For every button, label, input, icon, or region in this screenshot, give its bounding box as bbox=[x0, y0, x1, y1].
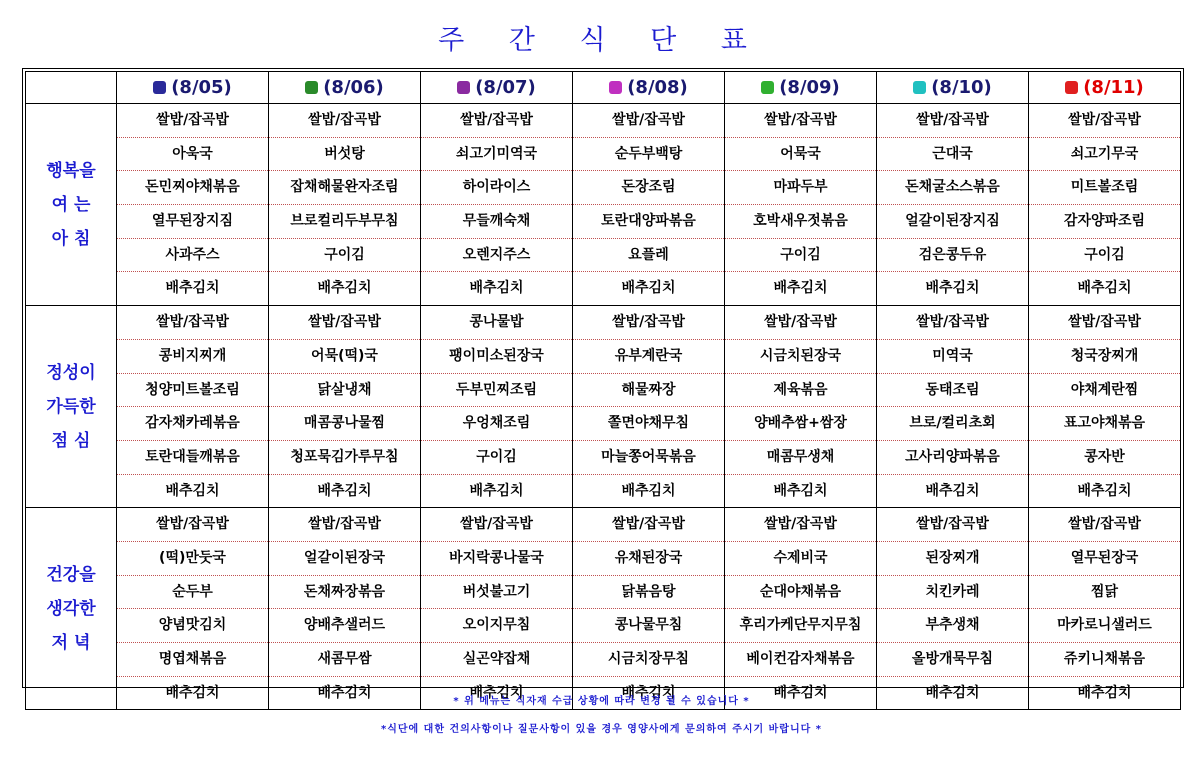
menu-cell bbox=[573, 306, 725, 508]
menu-item: 배추김치 bbox=[925, 482, 980, 499]
menu-item: 제육볶음 bbox=[725, 374, 876, 408]
menu-item: 하이라이스 bbox=[421, 171, 572, 205]
menu-cell bbox=[1029, 508, 1181, 710]
menu-list bbox=[269, 104, 420, 305]
menu-list bbox=[269, 306, 420, 507]
menu-item: 청국장찌개 bbox=[1029, 340, 1180, 374]
menu-item: 배추김치 bbox=[925, 684, 980, 701]
menu-cell bbox=[877, 508, 1029, 710]
meal-row bbox=[26, 508, 1181, 710]
menu-item: 어묵국 bbox=[725, 138, 876, 172]
meal-label-line: 정성이 bbox=[46, 362, 96, 383]
menu-item: 무들깨숙채 bbox=[421, 205, 572, 239]
calendar-icon bbox=[305, 81, 318, 94]
menu-item: 수제비국 bbox=[725, 542, 876, 576]
menu-item: 감자양파조림 bbox=[1029, 205, 1180, 239]
menu-item: 오렌지주스 bbox=[421, 239, 572, 273]
menu-item: 순두부 bbox=[117, 576, 268, 610]
meal-label-line: 가득한 bbox=[46, 396, 96, 417]
meal-label bbox=[26, 508, 117, 710]
menu-item: 토란대들깨볶음 bbox=[117, 441, 268, 475]
menu-item: 배추김치 bbox=[469, 482, 524, 499]
header-row bbox=[26, 72, 1181, 104]
menu-item: 새콤무쌈 bbox=[269, 643, 420, 677]
calendar-icon bbox=[1065, 81, 1078, 94]
menu-item: 닭살냉채 bbox=[269, 374, 420, 408]
menu-list bbox=[269, 508, 420, 709]
menu-item: 베이컨감자채볶음 bbox=[725, 643, 876, 677]
menu-item: 쌀밥/잡곡밥 bbox=[573, 306, 724, 340]
menu-list bbox=[725, 306, 876, 507]
meal-label-line: 저 녁 bbox=[51, 632, 91, 653]
meal-label-line: 아 침 bbox=[51, 228, 91, 249]
page-title: 주 간 식 단 표 bbox=[438, 25, 765, 56]
menu-list bbox=[573, 508, 724, 709]
menu-item: 배추김치 bbox=[165, 482, 220, 499]
menu-cell bbox=[117, 306, 269, 508]
menu-item: 토란대양파볶음 bbox=[573, 205, 724, 239]
menu-item: 두부민찌조림 bbox=[421, 374, 572, 408]
menu-item: 쌀밥/잡곡밥 bbox=[725, 508, 876, 542]
menu-item: 쌀밥/잡곡밥 bbox=[269, 508, 420, 542]
menu-item: 구이김 bbox=[725, 239, 876, 273]
weekly-menu-table bbox=[25, 71, 1181, 710]
menu-item: 사과주스 bbox=[117, 239, 268, 273]
menu-item: 치킨카레 bbox=[877, 576, 1028, 610]
menu-item: 쌀밥/잡곡밥 bbox=[573, 508, 724, 542]
menu-item: 동태조림 bbox=[877, 374, 1028, 408]
meal-row bbox=[26, 104, 1181, 306]
calendar-icon bbox=[609, 81, 622, 94]
day-header: (8/07) bbox=[421, 72, 573, 104]
menu-item: 열무된장국 bbox=[1029, 542, 1180, 576]
menu-item: 쌀밥/잡곡밥 bbox=[725, 104, 876, 138]
menu-list bbox=[1029, 306, 1180, 507]
menu-item: 얼갈이된장지짐 bbox=[877, 205, 1028, 239]
menu-item: (떡)만둣국 bbox=[117, 542, 268, 576]
menu-cell bbox=[421, 104, 573, 306]
menu-item: 쇠고기미역국 bbox=[421, 138, 572, 172]
menu-item: 구이김 bbox=[269, 239, 420, 273]
menu-item: 쌀밥/잡곡밥 bbox=[269, 104, 420, 138]
menu-item: 배추김치 bbox=[621, 280, 676, 297]
menu-list bbox=[725, 104, 876, 305]
day-header: (8/05) bbox=[117, 72, 269, 104]
menu-item: 닭볶음탕 bbox=[573, 576, 724, 610]
menu-item: 쇠고기무국 bbox=[1029, 138, 1180, 172]
menu-item: 쌀밥/잡곡밥 bbox=[573, 104, 724, 138]
menu-item: 올방개묵무침 bbox=[877, 643, 1028, 677]
menu-item: 마파두부 bbox=[725, 171, 876, 205]
meal-label-line: 여 는 bbox=[51, 194, 91, 215]
calendar-icon bbox=[761, 81, 774, 94]
menu-item: 구이김 bbox=[421, 441, 572, 475]
menu-item: 배추김치 bbox=[317, 684, 372, 701]
menu-list bbox=[1029, 508, 1180, 709]
menu-list bbox=[421, 508, 572, 709]
meal-label-line: 생각한 bbox=[46, 598, 96, 619]
menu-item: 쌀밥/잡곡밥 bbox=[421, 104, 572, 138]
menu-item: 미역국 bbox=[877, 340, 1028, 374]
menu-item: 시금치된장국 bbox=[725, 340, 876, 374]
menu-item: 된장찌개 bbox=[877, 542, 1028, 576]
calendar-icon bbox=[913, 81, 926, 94]
menu-cell bbox=[1029, 104, 1181, 306]
calendar-icon bbox=[153, 81, 166, 94]
menu-item: 배추김치 bbox=[773, 482, 828, 499]
menu-item: 배추김치 bbox=[317, 280, 372, 297]
menu-item: 찜닭 bbox=[1029, 576, 1180, 610]
menu-list bbox=[117, 104, 268, 305]
menu-cell bbox=[421, 508, 573, 710]
menu-item: 쌀밥/잡곡밥 bbox=[1029, 104, 1180, 138]
meal-label bbox=[26, 104, 117, 306]
menu-item: 양념맛김치 bbox=[117, 609, 268, 643]
menu-item: 시금치장무침 bbox=[573, 643, 724, 677]
calendar-icon bbox=[457, 81, 470, 94]
menu-item: 돈채짜장볶음 bbox=[269, 576, 420, 610]
menu-item: 버섯불고기 bbox=[421, 576, 572, 610]
menu-item: 배추김치 bbox=[621, 684, 676, 701]
menu-cell bbox=[725, 306, 877, 508]
menu-item: 순두부백탕 bbox=[573, 138, 724, 172]
menu-item: 배추김치 bbox=[773, 280, 828, 297]
menu-cell bbox=[117, 508, 269, 710]
menu-item: 부추생채 bbox=[877, 609, 1028, 643]
menu-item: 쌀밥/잡곡밥 bbox=[117, 508, 268, 542]
menu-item: 쌀밥/잡곡밥 bbox=[725, 306, 876, 340]
menu-item: 잡채해물완자조림 bbox=[269, 171, 420, 205]
menu-item: 쌀밥/잡곡밥 bbox=[117, 306, 268, 340]
menu-item: 콩나물밥 bbox=[421, 306, 572, 340]
menu-item: 유부계란국 bbox=[573, 340, 724, 374]
menu-item: 쌀밥/잡곡밥 bbox=[877, 306, 1028, 340]
menu-item: 쌀밥/잡곡밥 bbox=[117, 104, 268, 138]
menu-item: 쌀밥/잡곡밥 bbox=[877, 104, 1028, 138]
menu-cell bbox=[877, 104, 1029, 306]
menu-item: 브로컬리두부무침 bbox=[269, 205, 420, 239]
menu-list bbox=[725, 508, 876, 709]
menu-list bbox=[1029, 104, 1180, 305]
day-header: (8/06) bbox=[269, 72, 421, 104]
menu-item: 배추김치 bbox=[925, 280, 980, 297]
menu-item: 청양미트볼조림 bbox=[117, 374, 268, 408]
menu-cell bbox=[725, 508, 877, 710]
menu-item: 배추김치 bbox=[1077, 482, 1132, 499]
menu-item: 콩비지찌개 bbox=[117, 340, 268, 374]
menu-item: 구이김 bbox=[1029, 239, 1180, 273]
menu-item: 배추김치 bbox=[469, 684, 524, 701]
day-header: (8/09) bbox=[725, 72, 877, 104]
menu-item: 마늘쫑어묵볶음 bbox=[573, 441, 724, 475]
day-header: (8/08) bbox=[573, 72, 725, 104]
menu-item: 순대야채볶음 bbox=[725, 576, 876, 610]
notice-contact: *식단에 대한 건의사항이나 질문사항이 있을 경우 영양사에게 문의하여 주시기 바랍니다 * bbox=[380, 724, 823, 735]
menu-item: 열무된장지짐 bbox=[117, 205, 268, 239]
menu-item: 명엽채볶음 bbox=[117, 643, 268, 677]
menu-cell bbox=[269, 508, 421, 710]
menu-cell bbox=[1029, 306, 1181, 508]
day-header: (8/11) bbox=[1029, 72, 1181, 104]
menu-item: 야채계란찜 bbox=[1029, 374, 1180, 408]
menu-item: 쫄면야채무침 bbox=[573, 407, 724, 441]
menu-item: 배추김치 bbox=[317, 482, 372, 499]
menu-cell bbox=[725, 104, 877, 306]
menu-item: 마카로니샐러드 bbox=[1029, 609, 1180, 643]
menu-cell bbox=[117, 104, 269, 306]
menu-item: 콩자반 bbox=[1029, 441, 1180, 475]
menu-item: 배추김치 bbox=[773, 684, 828, 701]
menu-item: 양배추쌈+쌈장 bbox=[725, 407, 876, 441]
menu-item: 오이지무침 bbox=[421, 609, 572, 643]
menu-item: 유채된장국 bbox=[573, 542, 724, 576]
menu-item: 돈채굴소스볶음 bbox=[877, 171, 1028, 205]
menu-item: 쌀밥/잡곡밥 bbox=[1029, 508, 1180, 542]
meal-label-line: 점 심 bbox=[51, 430, 91, 451]
menu-list bbox=[117, 508, 268, 709]
menu-list bbox=[421, 306, 572, 507]
menu-item: 쌀밥/잡곡밥 bbox=[269, 306, 420, 340]
menu-item: 청포묵김가루무침 bbox=[269, 441, 420, 475]
day-header: (8/10) bbox=[877, 72, 1029, 104]
menu-item: 어묵(떡)국 bbox=[269, 340, 420, 374]
meal-label bbox=[26, 306, 117, 508]
menu-item: 팽이미소된장국 bbox=[421, 340, 572, 374]
menu-item: 바지락콩나물국 bbox=[421, 542, 572, 576]
menu-item: 미트볼조림 bbox=[1029, 171, 1180, 205]
menu-item: 배추김치 bbox=[1077, 684, 1132, 701]
menu-item: 버섯탕 bbox=[269, 138, 420, 172]
menu-item: 브로/컬리초회 bbox=[877, 407, 1028, 441]
menu-item: 해물짜장 bbox=[573, 374, 724, 408]
menu-item: 고사리양파볶음 bbox=[877, 441, 1028, 475]
meal-label-line: 행복을 bbox=[46, 160, 96, 181]
menu-item: 얼갈이된장국 bbox=[269, 542, 420, 576]
menu-item: 쥬키니채볶음 bbox=[1029, 643, 1180, 677]
corner-cell bbox=[26, 72, 117, 104]
menu-item: 후리가케단무지무침 bbox=[725, 609, 876, 643]
menu-cell bbox=[877, 306, 1029, 508]
menu-list bbox=[573, 306, 724, 507]
menu-item: 쌀밥/잡곡밥 bbox=[421, 508, 572, 542]
menu-item: 쌀밥/잡곡밥 bbox=[877, 508, 1028, 542]
menu-item: 배추김치 bbox=[165, 280, 220, 297]
menu-item: 쌀밥/잡곡밥 bbox=[1029, 306, 1180, 340]
menu-item: 콩나물무침 bbox=[573, 609, 724, 643]
menu-item: 배추김치 bbox=[1077, 280, 1132, 297]
menu-list bbox=[877, 508, 1028, 709]
menu-item: 요플레 bbox=[573, 239, 724, 273]
menu-cell bbox=[573, 104, 725, 306]
menu-item: 우엉채조림 bbox=[421, 407, 572, 441]
menu-cell bbox=[421, 306, 573, 508]
menu-item: 검은콩두유 bbox=[877, 239, 1028, 273]
menu-item: 배추김치 bbox=[621, 482, 676, 499]
meal-row bbox=[26, 306, 1181, 508]
notice-change: * 위 메뉴는 식자재 수급 상황에 따라 변경 될 수 있습니다 * bbox=[453, 696, 750, 707]
menu-item: 돈장조림 bbox=[573, 171, 724, 205]
menu-item: 표고야채볶음 bbox=[1029, 407, 1180, 441]
menu-cell bbox=[269, 306, 421, 508]
menu-list bbox=[573, 104, 724, 305]
menu-cell bbox=[573, 508, 725, 710]
menu-list bbox=[877, 306, 1028, 507]
menu-item: 양배추샐러드 bbox=[269, 609, 420, 643]
meal-label-line: 건강을 bbox=[46, 564, 96, 585]
menu-item: 실곤약잡채 bbox=[421, 643, 572, 677]
menu-item: 배추김치 bbox=[165, 684, 220, 701]
menu-list bbox=[877, 104, 1028, 305]
menu-item: 근대국 bbox=[877, 138, 1028, 172]
menu-list bbox=[117, 306, 268, 507]
menu-item: 매콤콩나물찜 bbox=[269, 407, 420, 441]
menu-item: 배추김치 bbox=[469, 280, 524, 297]
menu-item: 아욱국 bbox=[117, 138, 268, 172]
menu-item: 매콤무생채 bbox=[725, 441, 876, 475]
menu-item: 호박새우젓볶음 bbox=[725, 205, 876, 239]
menu-item: 돈민찌야채볶음 bbox=[117, 171, 268, 205]
menu-cell bbox=[269, 104, 421, 306]
menu-list bbox=[421, 104, 572, 305]
menu-item: 감자채카레볶음 bbox=[117, 407, 268, 441]
